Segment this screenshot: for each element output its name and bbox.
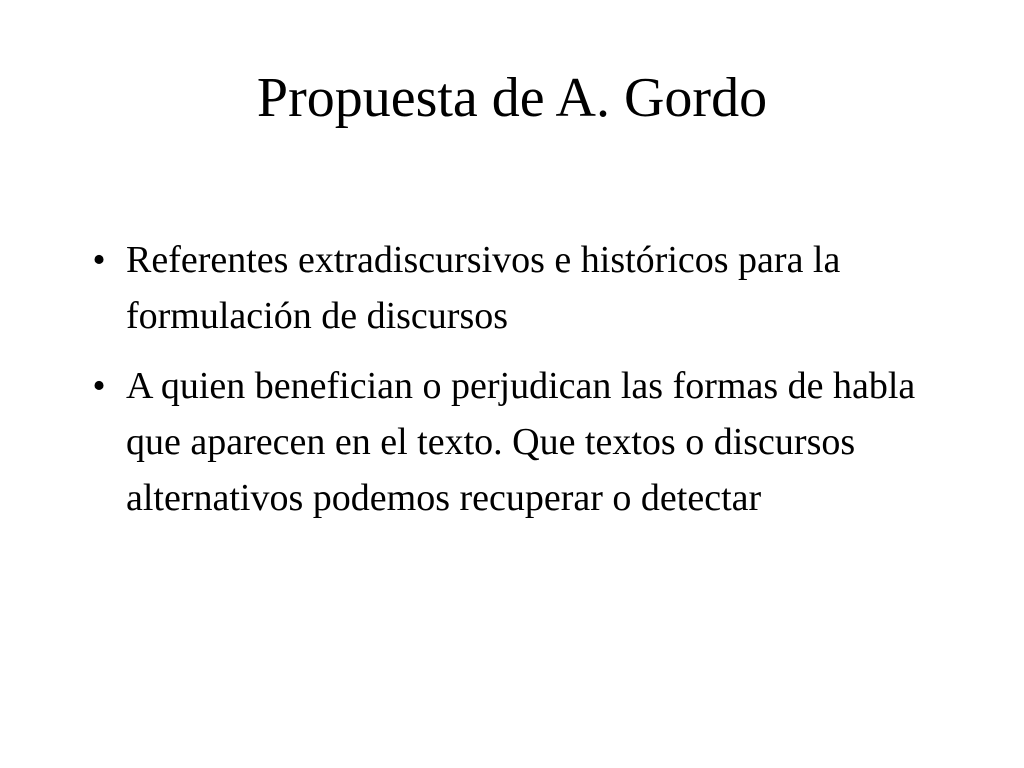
bullet-text-referentes: Referentes extradiscursivos e históricos para la formulación de discursos: [126, 239, 841, 337]
slide-title: Propuesta de A. Gordo: [256, 67, 768, 129]
bullet-list: [84, 232, 944, 540]
bullet-text-beneficiados: A quien benefician o perjudican las formas de habla que aparecen en el texto. Que textos o discursos alternativos podemos recuperar o detectar: [126, 365, 916, 519]
bullet-item: [84, 232, 944, 344]
bullet-marker: •: [92, 239, 106, 281]
bullet-item: [84, 358, 944, 526]
bullet-marker: •: [92, 365, 106, 407]
